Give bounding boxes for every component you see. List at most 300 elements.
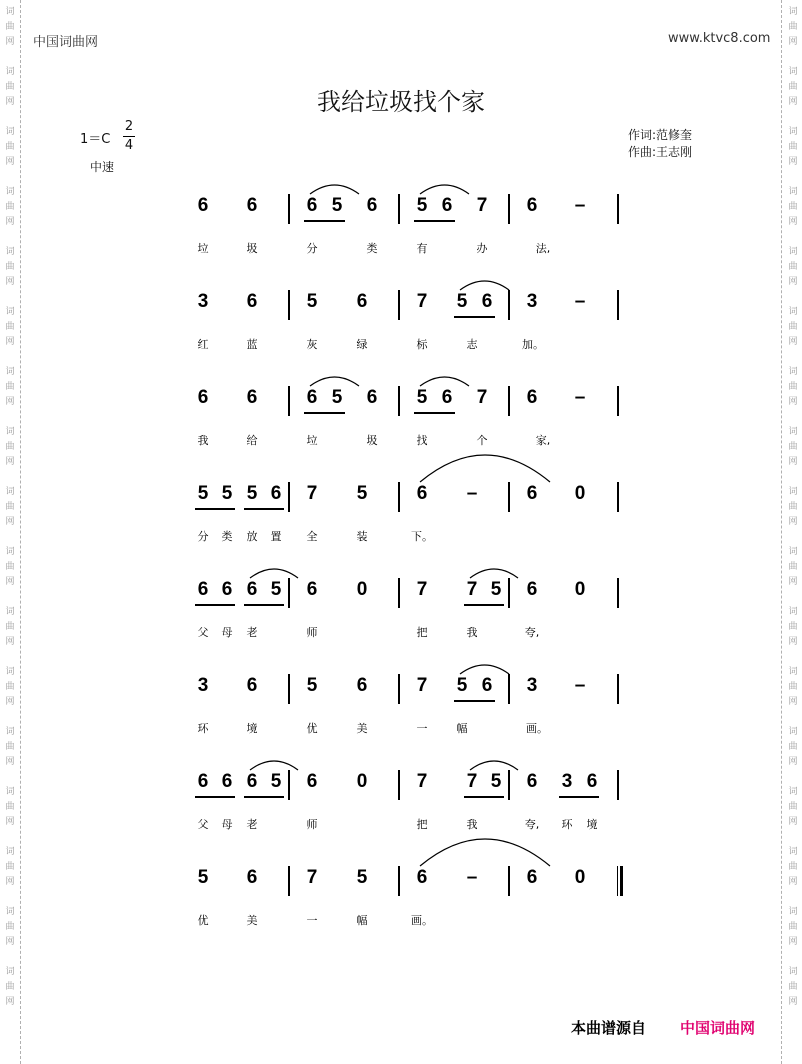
- note: 7: [416, 291, 428, 312]
- watermark-char: 词: [5, 667, 15, 677]
- bar-line: [508, 578, 510, 608]
- watermark-char: 词: [5, 127, 15, 137]
- watermark-char: 词: [788, 547, 798, 557]
- lyric-char: 放: [246, 530, 258, 543]
- lyric-char: 师: [306, 818, 318, 831]
- lyric-char: 红: [197, 338, 209, 351]
- lyric-char: 我: [197, 434, 209, 447]
- watermark-char: 网: [788, 397, 798, 407]
- watermark-char: 曲: [5, 322, 15, 332]
- watermark-char: 词: [788, 607, 798, 617]
- lyric-char: 垃: [197, 242, 209, 255]
- slur-arc: [469, 566, 519, 580]
- watermark-char: 词: [5, 7, 15, 17]
- lyric-char: 志: [466, 338, 478, 351]
- bar-line: [617, 194, 619, 224]
- lyric-char: 标: [416, 338, 428, 351]
- watermark-char: 网: [5, 157, 15, 167]
- lyric-char: 夸,: [524, 626, 540, 639]
- watermark-char: 曲: [5, 202, 15, 212]
- note: 6: [416, 483, 428, 504]
- slur-arc: [419, 452, 551, 484]
- bar-line: [508, 386, 510, 416]
- note: 6: [526, 195, 538, 216]
- watermark-char: 曲: [788, 862, 798, 872]
- bar-line: [288, 866, 290, 896]
- bar-line: [288, 770, 290, 800]
- note: 6: [526, 867, 538, 888]
- watermark-char: 网: [788, 637, 798, 647]
- eighth-note-underline: [244, 508, 284, 510]
- watermark-char: 网: [5, 517, 15, 527]
- watermark-char: 词: [788, 427, 798, 437]
- lyric-char: 美: [246, 914, 258, 927]
- watermark-char: 曲: [788, 622, 798, 632]
- lyric-char: 全: [306, 530, 318, 543]
- song-title: 我给垃圾找个家: [317, 88, 485, 116]
- lyric-char: 老: [246, 818, 258, 831]
- bar-line: [617, 578, 619, 608]
- bar-line: [288, 482, 290, 512]
- slur-arc: [459, 662, 510, 676]
- note: 6: [366, 195, 378, 216]
- lyric-char: 装: [356, 530, 368, 543]
- lyric-char: 画。: [411, 914, 433, 927]
- note: 6: [197, 195, 209, 216]
- eighth-note-underline: [559, 796, 599, 798]
- bar-line: [617, 674, 619, 704]
- footer-source-name[interactable]: 中国词曲网: [680, 1019, 756, 1037]
- lyric-char: 境: [246, 722, 258, 735]
- watermark-char: 网: [788, 97, 798, 107]
- lyric-char: 母: [221, 818, 233, 831]
- note: 0: [574, 867, 586, 888]
- note: 6: [306, 387, 318, 408]
- note: 5: [197, 867, 209, 888]
- eighth-note-underline: [304, 220, 345, 222]
- watermark-char: 曲: [5, 82, 15, 92]
- note: 6: [197, 579, 209, 600]
- slur-arc: [249, 758, 299, 772]
- note: 6: [306, 579, 318, 600]
- note: 3: [197, 675, 209, 696]
- bar-line: [288, 578, 290, 608]
- bar-line: [398, 578, 400, 608]
- note: –: [466, 867, 478, 888]
- lyric-char: 环: [561, 818, 573, 831]
- lyric-char: 母: [221, 626, 233, 639]
- note: 6: [441, 195, 453, 216]
- lyricist-credit: 作词:范修奎: [628, 128, 693, 142]
- watermark-char: 曲: [5, 802, 15, 812]
- note: 7: [476, 195, 488, 216]
- note: 7: [466, 771, 478, 792]
- eighth-note-underline: [195, 796, 235, 798]
- note: 7: [466, 579, 478, 600]
- bar-line: [288, 674, 290, 704]
- note: 6: [246, 195, 258, 216]
- watermark-char: 词: [5, 727, 15, 737]
- watermark-char: 词: [5, 67, 15, 77]
- watermark-char: 曲: [5, 742, 15, 752]
- eighth-note-underline: [464, 796, 504, 798]
- watermark-char: 词: [788, 487, 798, 497]
- note: 6: [481, 675, 493, 696]
- bar-line: [288, 386, 290, 416]
- watermark-char: 词: [788, 907, 798, 917]
- eighth-note-underline: [244, 604, 284, 606]
- bar-line: [617, 290, 619, 320]
- lyric-char: 分: [197, 530, 209, 543]
- note: 5: [221, 483, 233, 504]
- note: 5: [456, 675, 468, 696]
- bar-line: [398, 194, 400, 224]
- lyric-char: 圾: [246, 242, 258, 255]
- note: 7: [416, 771, 428, 792]
- watermark-char: 网: [788, 37, 798, 47]
- site-url[interactable]: www.ktvc8.com: [668, 31, 771, 46]
- watermark-char: 词: [5, 847, 15, 857]
- note: 6: [246, 291, 258, 312]
- key-signature: 1＝C: [80, 132, 111, 147]
- lyric-char: 类: [366, 242, 378, 255]
- bar-line: [398, 770, 400, 800]
- note: 6: [526, 579, 538, 600]
- lyric-char: 分: [306, 242, 318, 255]
- note: 5: [306, 291, 318, 312]
- lyric-char: 幅: [356, 914, 368, 927]
- note: 7: [416, 675, 428, 696]
- note: 5: [331, 195, 343, 216]
- note: 0: [356, 579, 368, 600]
- eighth-note-underline: [464, 604, 504, 606]
- watermark-char: 网: [5, 97, 15, 107]
- note: 0: [356, 771, 368, 792]
- watermark-char: 曲: [788, 202, 798, 212]
- composer-credit: 作曲:王志刚: [628, 145, 693, 159]
- watermark-char: 词: [788, 727, 798, 737]
- note: 6: [526, 483, 538, 504]
- bar-line: [288, 194, 290, 224]
- lyric-char: 境: [586, 818, 598, 831]
- slur-arc: [419, 374, 470, 388]
- watermark-char: 词: [5, 367, 15, 377]
- note: 5: [490, 579, 502, 600]
- slur-arc: [249, 566, 299, 580]
- bar-line: [617, 482, 619, 512]
- note: 5: [270, 579, 282, 600]
- watermark-char: 词: [5, 487, 15, 497]
- watermark-char: 网: [5, 217, 15, 227]
- lyric-char: 下。: [411, 530, 433, 543]
- lyric-char: 我: [466, 626, 478, 639]
- bar-line: [508, 866, 510, 896]
- slur-arc: [309, 374, 360, 388]
- watermark-char: 网: [788, 277, 798, 287]
- watermark-char: 曲: [5, 982, 15, 992]
- watermark-char: 曲: [788, 22, 798, 32]
- watermark-char: 网: [5, 697, 15, 707]
- watermark-char: 曲: [5, 502, 15, 512]
- note: 7: [306, 867, 318, 888]
- watermark-char: 词: [5, 607, 15, 617]
- note: 3: [197, 291, 209, 312]
- watermark-char: 曲: [5, 262, 15, 272]
- watermark-char: 网: [5, 37, 15, 47]
- lyric-char: 把: [416, 818, 428, 831]
- time-signature-bottom: 4: [124, 138, 134, 153]
- watermark-char: 曲: [5, 442, 15, 452]
- watermark-char: 词: [788, 367, 798, 377]
- lyric-char: 法,: [535, 242, 551, 255]
- bar-line: [398, 674, 400, 704]
- watermark-char: 网: [5, 757, 15, 767]
- note: 3: [561, 771, 573, 792]
- note: 6: [246, 387, 258, 408]
- watermark-char: 网: [788, 517, 798, 527]
- right-dashed-border: [781, 0, 782, 1064]
- eighth-note-underline: [195, 508, 235, 510]
- lyric-char: 一: [416, 722, 428, 735]
- slur-arc: [459, 278, 510, 292]
- note: 6: [270, 483, 282, 504]
- watermark-char: 词: [788, 787, 798, 797]
- lyric-char: 师: [306, 626, 318, 639]
- note: 7: [306, 483, 318, 504]
- watermark-char: 曲: [788, 262, 798, 272]
- watermark-char: 词: [788, 307, 798, 317]
- note: 6: [441, 387, 453, 408]
- note: 6: [306, 771, 318, 792]
- watermark-char: 网: [788, 577, 798, 587]
- watermark-char: 词: [788, 847, 798, 857]
- watermark-char: 曲: [788, 142, 798, 152]
- watermark-char: 网: [5, 577, 15, 587]
- watermark-char: 曲: [5, 922, 15, 932]
- left-dashed-border: [20, 0, 21, 1064]
- watermark-char: 网: [5, 397, 15, 407]
- note: 3: [526, 675, 538, 696]
- bar-line: [398, 482, 400, 512]
- note: 5: [456, 291, 468, 312]
- watermark-char: 网: [788, 937, 798, 947]
- slur-arc: [419, 182, 470, 196]
- lyric-char: 优: [197, 914, 209, 927]
- note: 5: [331, 387, 343, 408]
- bar-line: [398, 290, 400, 320]
- lyric-char: 美: [356, 722, 368, 735]
- watermark-char: 曲: [788, 742, 798, 752]
- note: 6: [366, 387, 378, 408]
- note: 5: [416, 387, 428, 408]
- watermark-char: 网: [788, 217, 798, 227]
- bar-line: [508, 482, 510, 512]
- slur-arc: [309, 182, 360, 196]
- watermark-char: 词: [5, 967, 15, 977]
- note: 5: [356, 867, 368, 888]
- watermark-char: 网: [5, 817, 15, 827]
- watermark-char: 曲: [5, 382, 15, 392]
- note: 7: [476, 387, 488, 408]
- lyric-char: 绿: [356, 338, 368, 351]
- note: –: [466, 483, 478, 504]
- watermark-char: 词: [788, 67, 798, 77]
- watermark-char: 词: [788, 667, 798, 677]
- note: –: [574, 195, 586, 216]
- time-signature-divider: [123, 136, 135, 137]
- note: 0: [574, 579, 586, 600]
- bar-line: [508, 674, 510, 704]
- slur-arc: [469, 758, 519, 772]
- note: 6: [197, 387, 209, 408]
- bar-line: [508, 770, 510, 800]
- note: 5: [490, 771, 502, 792]
- bar-line: [617, 386, 619, 416]
- watermark-char: 词: [788, 967, 798, 977]
- lyric-char: 我: [466, 818, 478, 831]
- time-signature-top: 2: [124, 119, 134, 134]
- note: 6: [246, 675, 258, 696]
- watermark-char: 曲: [5, 22, 15, 32]
- watermark-char: 曲: [5, 142, 15, 152]
- note: 3: [526, 291, 538, 312]
- eighth-note-underline: [244, 796, 284, 798]
- lyric-char: 有: [416, 242, 428, 255]
- eighth-note-underline: [195, 604, 235, 606]
- lyric-char: 把: [416, 626, 428, 639]
- watermark-char: 词: [5, 547, 15, 557]
- watermark-char: 曲: [5, 862, 15, 872]
- lyric-char: 类: [221, 530, 233, 543]
- note: 0: [574, 483, 586, 504]
- watermark-char: 曲: [788, 322, 798, 332]
- watermark-char: 词: [5, 247, 15, 257]
- lyric-char: 幅: [456, 722, 468, 735]
- note: 5: [306, 675, 318, 696]
- lyric-char: 优: [306, 722, 318, 735]
- note: –: [574, 291, 586, 312]
- eighth-note-underline: [454, 700, 495, 702]
- tempo-marking: 中速: [90, 160, 115, 174]
- note: 6: [481, 291, 493, 312]
- watermark-char: 词: [788, 7, 798, 17]
- slur-arc: [419, 836, 551, 868]
- lyric-char: 一: [306, 914, 318, 927]
- lyric-char: 垃: [306, 434, 318, 447]
- note: 6: [197, 771, 209, 792]
- watermark-char: 词: [788, 247, 798, 257]
- lyric-char: 圾: [366, 434, 378, 447]
- watermark-char: 网: [5, 337, 15, 347]
- eighth-note-underline: [304, 412, 345, 414]
- watermark-char: 网: [788, 757, 798, 767]
- watermark-char: 网: [788, 697, 798, 707]
- watermark-char: 网: [788, 337, 798, 347]
- watermark-char: 网: [788, 157, 798, 167]
- note: 5: [356, 483, 368, 504]
- site-name[interactable]: 中国词曲网: [33, 35, 99, 50]
- watermark-char: 网: [5, 637, 15, 647]
- lyric-char: 给: [246, 434, 258, 447]
- watermark-char: 曲: [788, 502, 798, 512]
- note: 6: [246, 867, 258, 888]
- watermark-char: 网: [5, 457, 15, 467]
- note: 6: [586, 771, 598, 792]
- eighth-note-underline: [414, 220, 455, 222]
- watermark-char: 词: [5, 187, 15, 197]
- lyric-char: 父: [197, 626, 209, 639]
- watermark-char: 曲: [788, 682, 798, 692]
- watermark-char: 词: [5, 787, 15, 797]
- note: 6: [221, 771, 233, 792]
- note: 6: [356, 675, 368, 696]
- bar-line: [398, 386, 400, 416]
- lyric-char: 个: [476, 434, 488, 447]
- bar-line: [398, 866, 400, 896]
- lyric-char: 找: [416, 434, 428, 447]
- watermark-char: 词: [788, 127, 798, 137]
- watermark-char: 曲: [5, 682, 15, 692]
- watermark-char: 曲: [788, 922, 798, 932]
- watermark-char: 词: [788, 187, 798, 197]
- watermark-char: 曲: [788, 382, 798, 392]
- watermark-char: 网: [5, 277, 15, 287]
- note: 5: [270, 771, 282, 792]
- lyric-char: 夸,: [524, 818, 540, 831]
- lyric-char: 灰: [306, 338, 318, 351]
- note: 5: [197, 483, 209, 504]
- watermark-char: 网: [788, 997, 798, 1007]
- lyric-char: 办: [476, 242, 488, 255]
- lyric-char: 加。: [522, 338, 544, 351]
- watermark-char: 网: [788, 817, 798, 827]
- note: 6: [416, 867, 428, 888]
- note: 6: [221, 579, 233, 600]
- note: –: [574, 675, 586, 696]
- eighth-note-underline: [454, 316, 495, 318]
- watermark-char: 网: [5, 937, 15, 947]
- note: 7: [416, 579, 428, 600]
- note: 6: [526, 387, 538, 408]
- lyric-char: 置: [270, 530, 282, 543]
- watermark-char: 词: [5, 907, 15, 917]
- lyric-char: 环: [197, 722, 209, 735]
- watermark-char: 曲: [788, 982, 798, 992]
- watermark-char: 曲: [788, 802, 798, 812]
- final-double-bar-line: [617, 866, 623, 896]
- note: 6: [356, 291, 368, 312]
- watermark-char: 网: [5, 877, 15, 887]
- footer-source-label: 本曲谱源自: [571, 1019, 647, 1037]
- bar-line: [508, 290, 510, 320]
- note: 6: [306, 195, 318, 216]
- note: 5: [416, 195, 428, 216]
- bar-line: [288, 290, 290, 320]
- watermark-char: 曲: [788, 442, 798, 452]
- note: 6: [246, 771, 258, 792]
- note: 5: [246, 483, 258, 504]
- watermark-char: 词: [5, 307, 15, 317]
- watermark-char: 网: [788, 877, 798, 887]
- lyric-char: 蓝: [246, 338, 258, 351]
- watermark-char: 曲: [5, 622, 15, 632]
- lyric-char: 画。: [526, 722, 548, 735]
- bar-line: [617, 770, 619, 800]
- lyric-char: 老: [246, 626, 258, 639]
- watermark-char: 曲: [788, 562, 798, 572]
- note: 6: [526, 771, 538, 792]
- watermark-char: 词: [5, 427, 15, 437]
